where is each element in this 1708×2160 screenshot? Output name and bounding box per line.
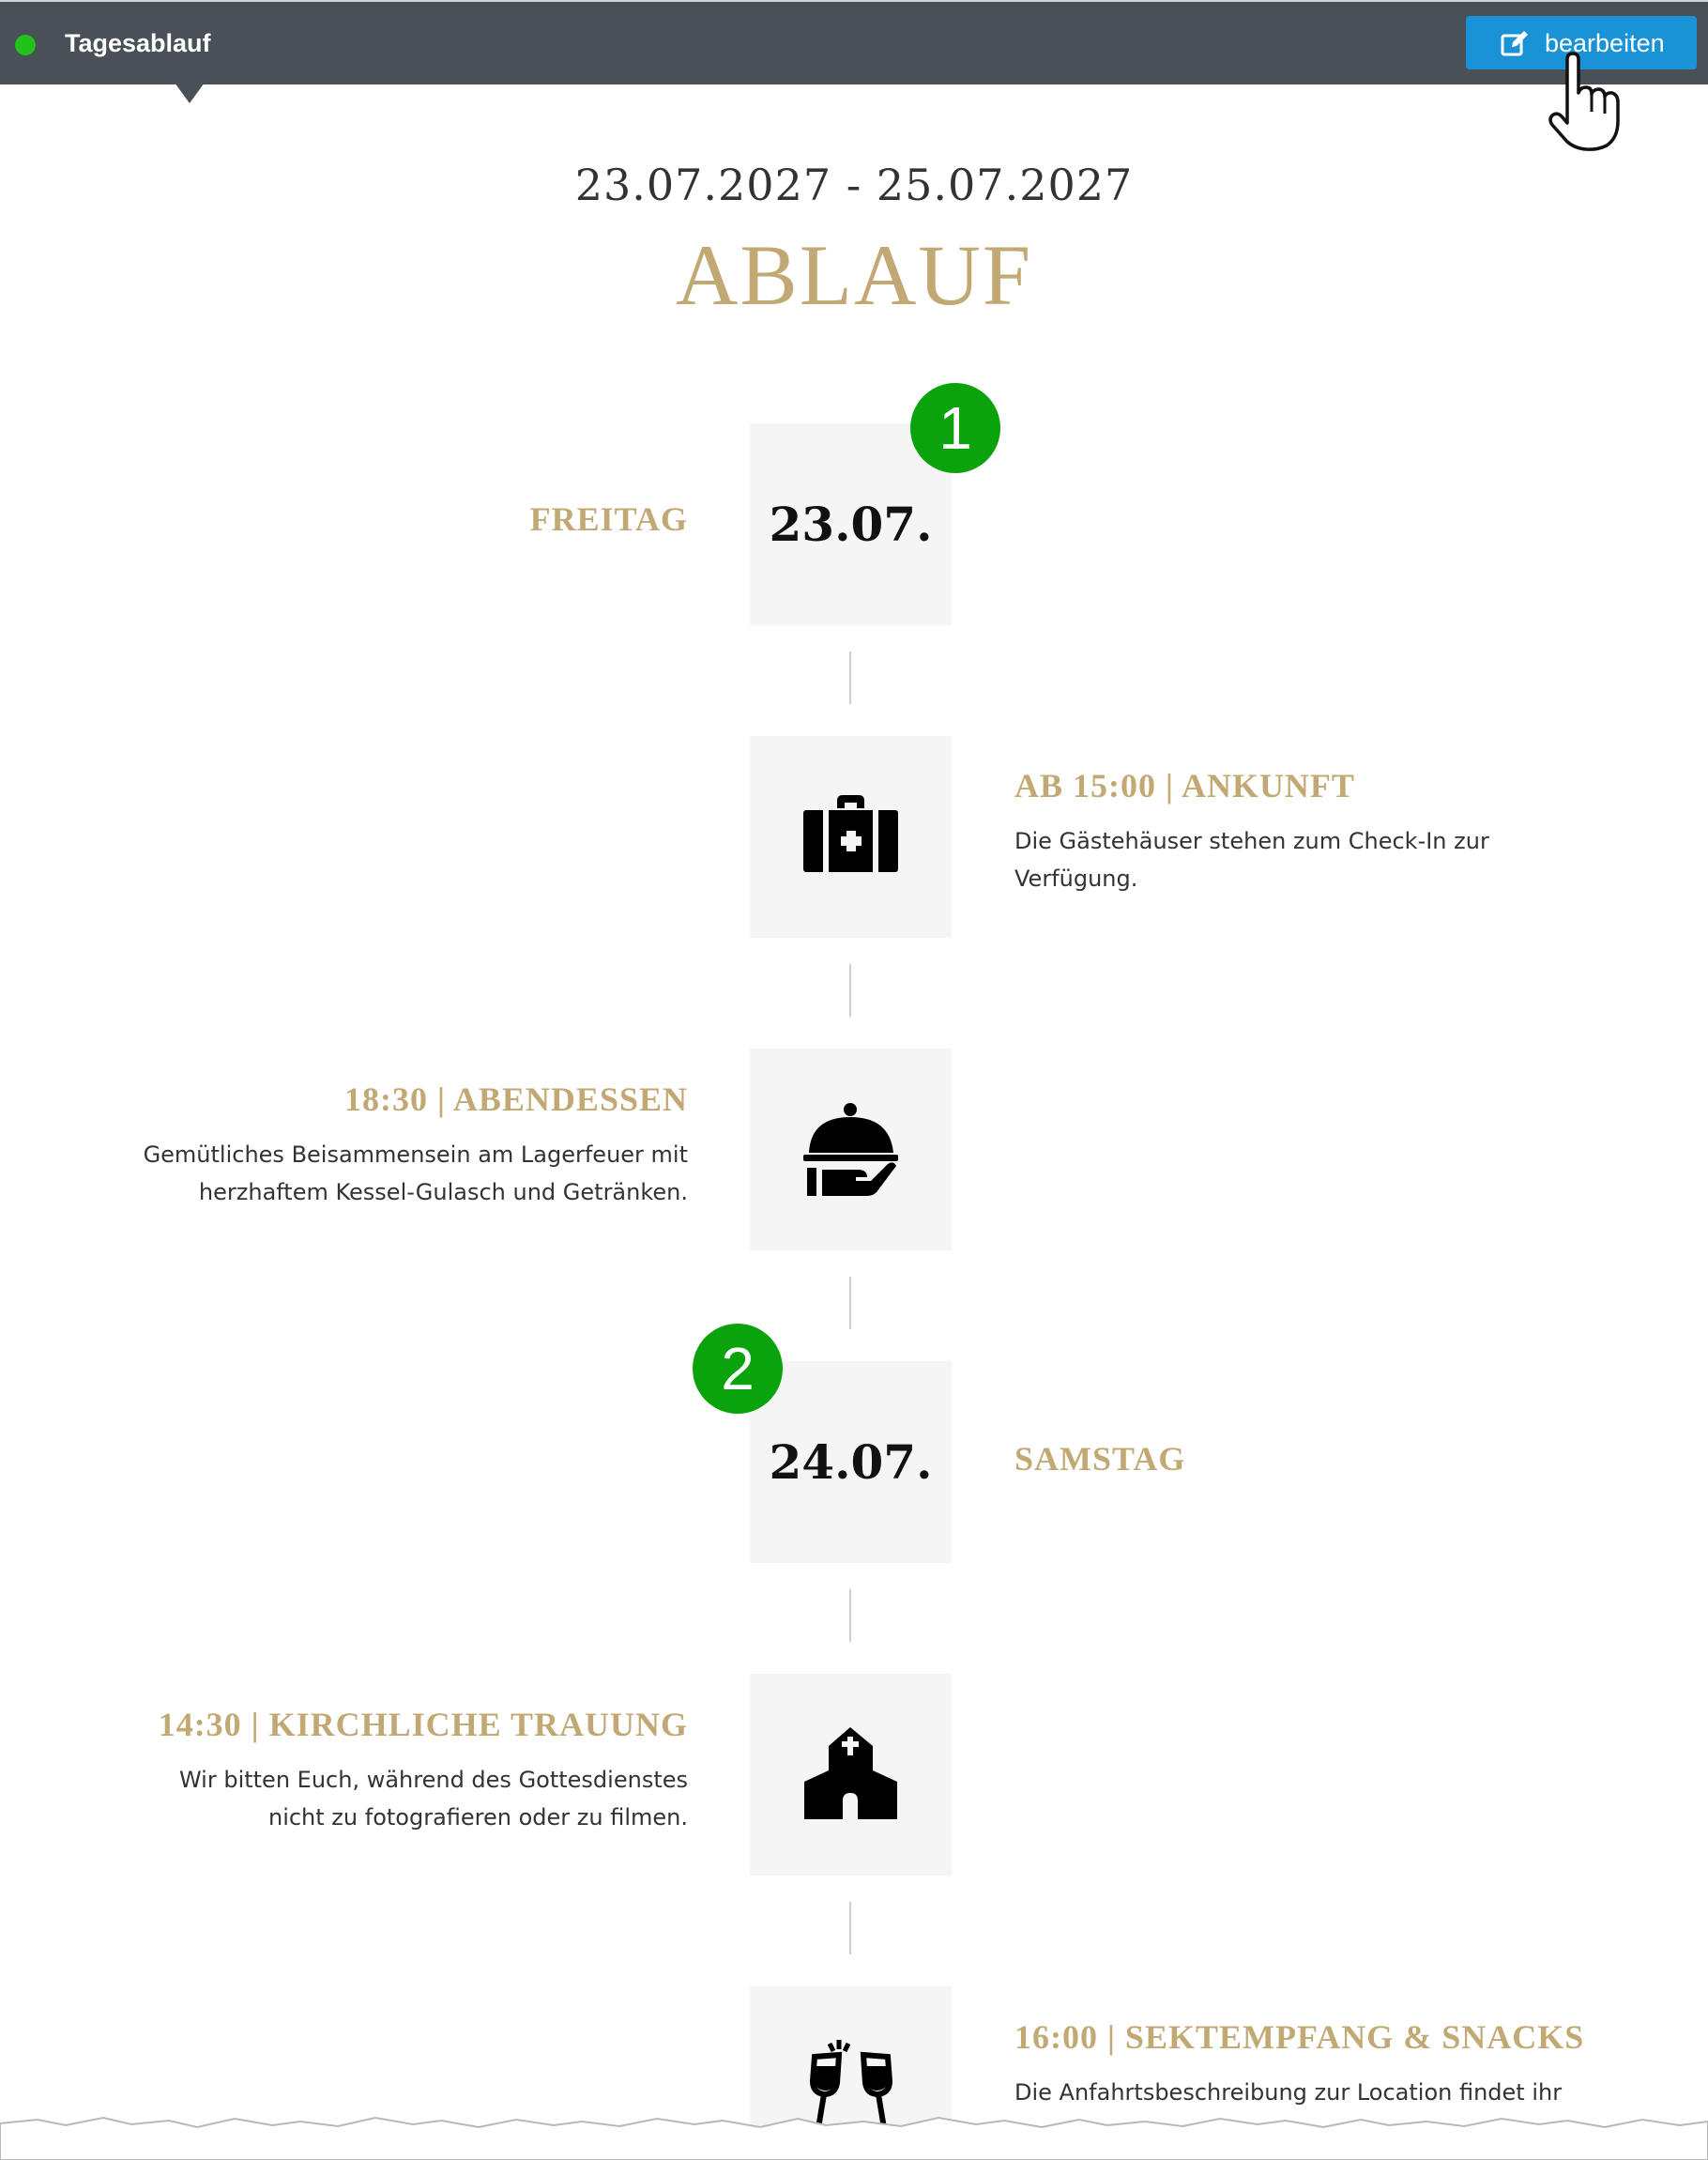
timeline-connector [849, 1902, 851, 1954]
day-weekday: SAMSTAG [1014, 1440, 1186, 1478]
suitcase-icon [801, 788, 900, 886]
timeline-connector [849, 651, 851, 704]
event-icon-box [750, 1049, 952, 1250]
church-icon [801, 1725, 900, 1824]
event-description: Gemütliches Beisammensein am Lagerfeuer mit herzhaftem Kessel-Gulasch und Getränken. [143, 1141, 688, 1205]
page-title: ABLAUF [675, 227, 1033, 323]
edit-icon [1501, 30, 1529, 58]
step-badge: 1 [910, 383, 1000, 473]
event-description: Die Anfahrtsbeschreibung zur Location findet ihr [1014, 2079, 1563, 2106]
event-icon-box [750, 1674, 952, 1876]
event-title: 14:30 | KIRCHLICHE TRAUUNG [158, 1706, 688, 1743]
event-icon-box [750, 736, 952, 938]
top-bar [0, 0, 1708, 84]
serving-dish-icon [801, 1100, 900, 1199]
day-date: 24.07. [769, 1434, 933, 1490]
step-badge: 2 [693, 1324, 783, 1414]
section-title: Tagesablauf [65, 29, 211, 57]
event-description: Wir bitten Euch, während des Gottesdienstes nicht zu fotografieren oder zu filmen. [178, 1767, 688, 1831]
edit-button-label: bearbeiten [1545, 29, 1665, 57]
day-date: 23.07. [769, 497, 933, 552]
event-title: 18:30 | ABENDESSEN [343, 1080, 688, 1118]
event-description: Die Gästehäuser stehen zum Check-In zur Verfügung. [1014, 828, 1489, 892]
date-range: 23.07.2027 - 25.07.2027 [574, 160, 1134, 210]
timeline-connector [849, 964, 851, 1017]
event-title: AB 15:00 | ANKUNFT [1014, 767, 1355, 804]
status-indicator [15, 35, 36, 55]
hand-cursor-icon [1547, 52, 1625, 151]
timeline-connector [849, 1277, 851, 1329]
day-date-box [750, 1361, 952, 1563]
day-weekday: FREITAG [529, 500, 688, 538]
torn-edge [0, 2101, 1708, 2160]
event-title: 16:00 | SEKTEMPFANG & SNACKS [1014, 2018, 1585, 2056]
tab-pointer [175, 83, 205, 103]
timeline-connector [849, 1589, 851, 1642]
